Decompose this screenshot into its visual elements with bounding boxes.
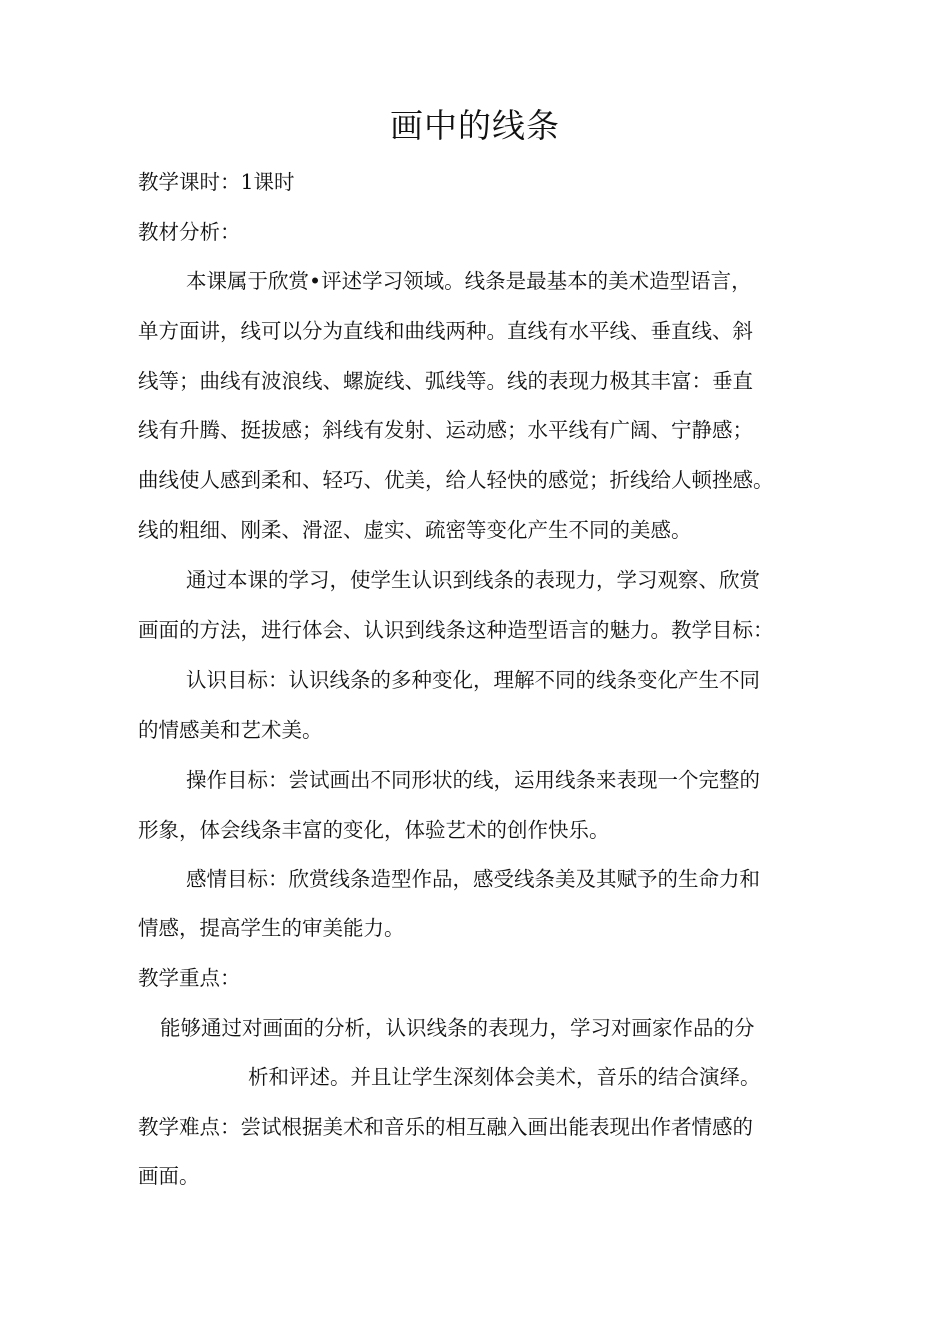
- paragraph-line: 单方面讲，线可以分为直线和曲线两种。直线有水平线、垂直线、斜: [138, 319, 753, 343]
- teaching-difficulty-line: 教学难点：尝试根据美术和音乐的相互融入画出能表现出作者情感的: [138, 1115, 753, 1139]
- paragraph-line: 画面的方法，进行体会、认识到线条这种造型语言的魅力。教学目标：: [138, 618, 774, 642]
- teaching-focus-heading: 教学重点：: [138, 966, 241, 990]
- paragraph-line: 画面。: [138, 1164, 200, 1188]
- paragraph-line: 本课属于欣赏•评述学习领域。线条是最基本的美术造型语言，: [186, 269, 752, 293]
- paragraph-line: 通过本课的学习，使学生认识到线条的表现力，学习观察、欣赏: [186, 568, 760, 592]
- paragraph-line: 的情感美和艺术美。: [138, 718, 323, 742]
- teaching-focus-line: 能够通过对画面的分析，认识线条的表现力，学习对画家作品的分: [160, 1016, 755, 1040]
- cognitive-goal-line: 认识目标：认识线条的多种变化，理解不同的线条变化产生不同: [186, 668, 760, 692]
- operation-goal-line: 操作目标：尝试画出不同形状的线，运用线条来表现一个完整的: [186, 768, 760, 792]
- paragraph-line: 形象，体会线条丰富的变化，体验艺术的创作快乐。: [138, 818, 610, 842]
- teaching-focus-line: 析和评述。并且让学生深刻体会美术，音乐的结合演绎。: [248, 1065, 761, 1089]
- emotion-goal-line: 感情目标：欣赏线条造型作品，感受线条美及其赋予的生命力和: [186, 867, 760, 891]
- paragraph-line: 线等；曲线有波浪线、螺旋线、弧线等。线的表现力极其丰富：垂直: [138, 369, 753, 393]
- paragraph-line: 曲线使人感到柔和、轻巧、优美，给人轻快的感觉；折线给人顿挫感。: [138, 468, 774, 492]
- class-hours-line: 教学课时：1课时: [138, 170, 295, 194]
- document-title: 画中的线条: [390, 106, 560, 145]
- material-analysis-heading: 教材分析：: [138, 220, 241, 244]
- paragraph-line: 线有升腾、挺拔感；斜线有发射、运动感；水平线有广阔、宁静感；: [138, 418, 753, 442]
- paragraph-line: 线的粗细、刚柔、滑涩、虚实、疏密等变化产生不同的美感。: [138, 518, 692, 542]
- paragraph-line: 情感，提高学生的审美能力。: [138, 916, 405, 940]
